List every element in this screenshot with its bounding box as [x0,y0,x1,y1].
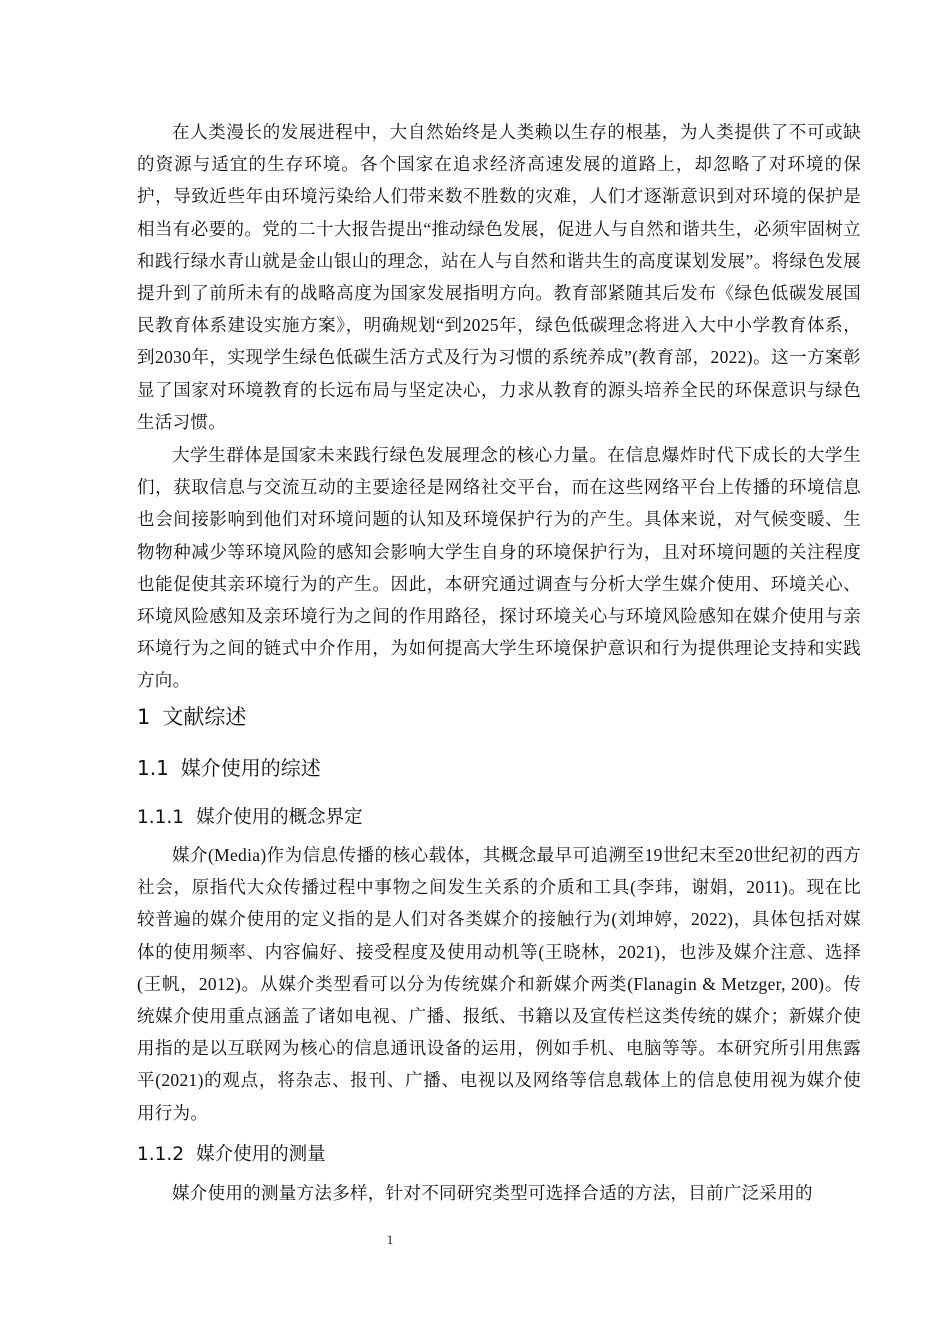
section-title: 媒介使用的综述 [180,756,321,780]
section-title: 媒介使用的测量 [196,1144,326,1165]
section-heading-1-1 [137,752,321,781]
section-title: 文献综述 [162,705,247,729]
section-heading-1 [137,701,246,731]
paragraph-media-definition: 媒介(Media)作为信息传播的核心载体，其概念最早可追溯至19世纪末至20世纪初的西方社会，原指代大众传播过程中事物之间发生关系的介质和工具(李玮，谢娟，2011)。现在比较普遍的媒介使用的定义指的是人们对各类媒介的接触行为(刘坤婷，2022)，具体包括对媒体的使用频率、内容偏好、接受程度及使用动机等(王晓林，2021)，也涉及媒介注意、选择(王帆，2012)。从媒介类型看可以分为传统媒介和新媒介两类(Flanagin & Metzger, 200)。传统媒介使用重点涵盖了诸如电视、广播、报纸、书籍以及宣传栏这类传统的媒介；新媒介使用指的是以互联网为核心的信息通讯设备的运用，例如手机、电脑等等。本研究所引用焦露平(2021)的观点，将杂志、报刊、广播、电视以及网络等信息载体上的信息使用视为媒介使用行为。 [137,845,861,1123]
paragraph-significance: 大学生群体是国家未来践行绿色发展理念的核心力量。在信息爆炸时代下成长的大学生们，获取信息与交流互动的主要途径是网络社交平台，而在这些网络平台上传播的环境信息也会间接影响到他们对环境问题的认知及环境保护行为的产生。具体来说，对气候变暖、生物物种减少等环境风险的感知会影响大学生自身的环境保护行为，且对环境问题的关注程度也能促使其亲环境行为的产生。因此，本研究通过调查与分析大学生媒介使用、环境关心、环境风险感知及亲环境行为之间的作用路径，探讨环境关心与环境风险感知在媒介使用与亲环境行为之间的链式中介作用，为如何提高大学生环境保护意识和行为提供理论支持和实践方向。 [137,445,861,691]
section-number: 1.1.2 [137,1144,185,1165]
section-title: 媒介使用的概念界定 [196,807,363,828]
section-heading-1-1-1 [137,803,363,829]
page-number: 1 [386,1232,394,1247]
section-number: 1 [137,705,151,729]
paragraph-media-measurement: 媒介使用的测量方法多样，针对不同研究类型可选择合适的方法，目前广泛采用的 [172,1183,813,1203]
section-number: 1.1.1 [137,807,185,828]
section-number: 1.1 [137,756,169,780]
section-heading-1-1-2 [137,1140,326,1166]
paragraph-background: 在人类漫长的发展进程中，大自然始终是人类赖以生存的根基，为人类提供了不可或缺的资源与适宜的生存环境。各个国家在追求经济高速发展的道路上，却忽略了对环境的保护，导致近些年由环境污染给人们带来数不胜数的灾难，人们才逐渐意识到对环境的保护是相当有必要的。党的二十大报告提出“推动绿色发展，促进人与自然和谐共生，必须牢固树立和践行绿水青山就是金山银山的理念，站在人与自然和谐共生的高度谋划发展”。将绿色发展提升到了前所未有的战略高度为国家发展指明方向。教育部紧随其后发布《绿色低碳发展国民教育体系建设实施方案》，明确规划“到2025年，绿色低碳理念将进入大中小学教育体系，到2030年，实现学生绿色低碳生活方式及行为习惯的系统养成”(教育部，2022)。这一方案彰显了国家对环境教育的长远布局与坚定决心，力求从教育的源头培养全民的环保意识与绿色生活习惯。 [137,122,861,432]
